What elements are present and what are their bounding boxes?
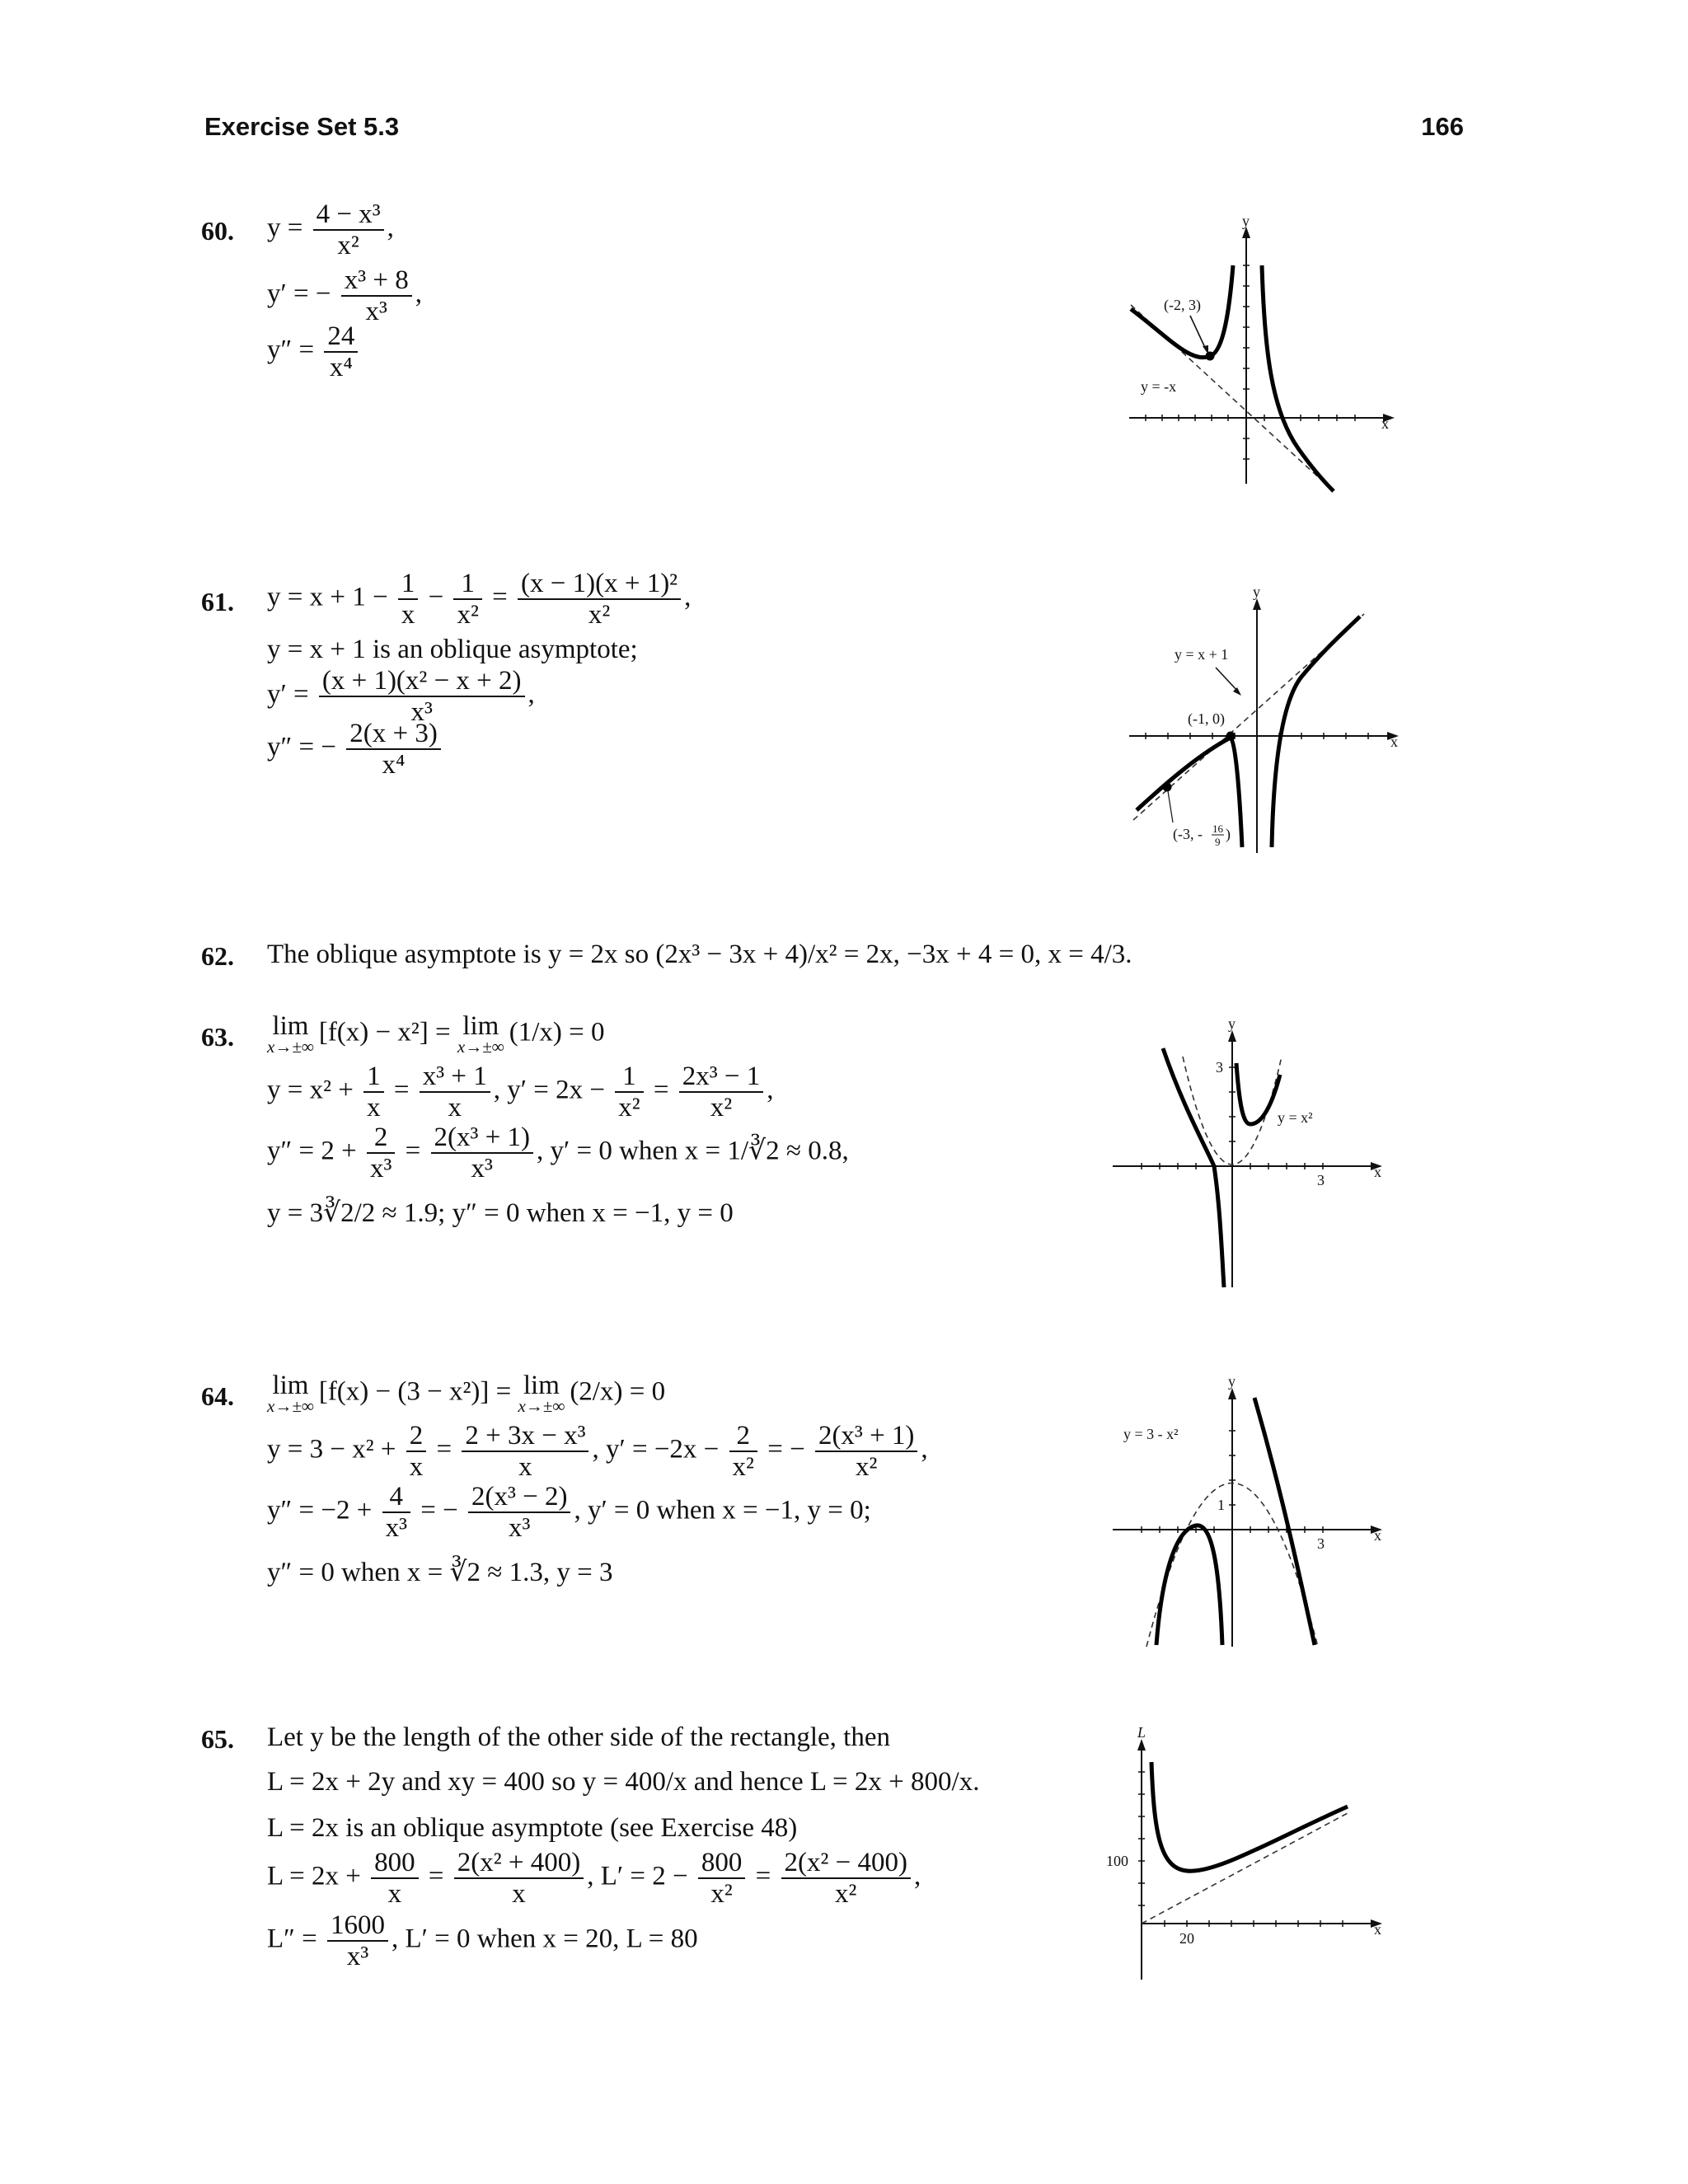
point1-label: (-1, 0): [1188, 710, 1225, 727]
asymptote-leader: [1216, 668, 1239, 692]
curve-left-branch: [1163, 1048, 1224, 1287]
curve-right-branch: [1254, 1398, 1315, 1645]
graph-63: [1109, 1015, 1389, 1296]
y-axis-arrow: [1228, 1388, 1236, 1399]
problem-60-line-2: y′ = − $\frac{\text{x³ + 8}}{\text{x³}}$ ,: [267, 265, 422, 326]
x-axis-label: x: [1374, 1921, 1381, 1938]
point-label: (-2, 3): [1164, 297, 1201, 313]
y-axis-arrow: [1137, 1739, 1146, 1750]
problem-64-line-1: lim x→±∞ [f(x) − (3 − x²)] = lim x→±∞ (2/x) = 0: [267, 1371, 666, 1416]
problem-63-line-4: y = 3∛2/2 ≈ 1.9; y″ = 0 when x = −1, y = 0: [267, 1198, 734, 1228]
problem-62-number: 62.: [201, 941, 234, 971]
x-tick-label: 20: [1179, 1930, 1194, 1947]
svg-text:16: 16: [1212, 823, 1223, 835]
axis-ticks: [1146, 265, 1355, 459]
y-axis-label: L: [1137, 1724, 1146, 1741]
point-leader: [1190, 316, 1207, 351]
problem-60-line-1: y = $\frac{\text{4 − x³}}{\text{x²}}$ ,: [267, 199, 394, 260]
problem-62-text: The oblique asymptote is y = 2x so (2x³ − 3x + 4)/x² = 2x, −3x + 4 = 0, x = 4/3.: [267, 940, 1132, 969]
y-axis-label: y: [1228, 1015, 1236, 1032]
x-axis-label: x: [1374, 1527, 1381, 1544]
svg-text:9: 9: [1215, 836, 1221, 848]
y-axis-arrow: [1253, 598, 1261, 610]
graph-65: [1106, 1724, 1389, 1988]
point2-label: [1173, 823, 1231, 848]
problem-63-line-2: y = x² + $\frac{1}{x}$ = $\frac{\text{x³ + 1}}{x}$ , y′ = 2x − $\frac{1}{\text{x²}}$ = $\frac{\text{2x³ − 1}}{\text{x²}}$ ,: [267, 1062, 774, 1122]
page-header-title: Exercise Set 5.3: [204, 112, 400, 141]
curve-L: [1151, 1762, 1348, 1871]
problem-61-number: 61.: [201, 587, 234, 616]
curve-left-branch: [1156, 1526, 1222, 1645]
graph-61: [1125, 585, 1405, 857]
y-axis-label: y: [1253, 583, 1260, 600]
x-tick-label: 3: [1317, 1172, 1325, 1188]
axis-ticks: [1138, 1772, 1343, 1927]
asymptote-label: y = -x: [1141, 378, 1177, 395]
graph-64: [1109, 1373, 1389, 1653]
problem-65-line-5: L″ = $\frac{1600}{\text{x³}}$ , L′ = 0 when x = 20, L = 80: [267, 1910, 698, 1971]
point-neg1-0: [1226, 732, 1236, 741]
asymptote-label: y = x + 1: [1175, 646, 1229, 663]
y-axis-label: y: [1242, 213, 1250, 229]
problem-65-line-1: Let y be the length of the other side of the rectangle, then: [267, 1722, 890, 1752]
y-tick-label: 3: [1216, 1059, 1223, 1076]
problem-60-line-3: y″ = $\frac{24}{\text{x⁴}}$: [267, 321, 361, 382]
point2-leader: [1168, 791, 1173, 823]
problem-64-number: 64.: [201, 1381, 234, 1411]
problem-64-line-3: y″ = −2 + $\frac{4}{\text{x³}}$ = − $\frac{\text{2(x³ − 2)}}{\text{x³}}$ , y′ = 0 when x = −1, y = 0;: [267, 1482, 871, 1543]
y-axis-label: y: [1228, 1373, 1236, 1390]
problem-60-number: 60.: [201, 216, 234, 246]
problem-63-number: 63.: [201, 1022, 234, 1052]
curve-right-branch: [1236, 1063, 1280, 1124]
problem-61-line-3: y′ = $\frac{\text{(x + 1)(x² − x + 2)}}{\text{x³}}$ ,: [267, 666, 535, 727]
problem-64-line-4: y″ = 0 when x = ∛2 ≈ 1.3, y = 3: [267, 1558, 613, 1587]
problem-61-line-2: y = x + 1 is an oblique asymptote;: [267, 635, 638, 664]
y-tick-label: 1: [1217, 1497, 1225, 1513]
y-axis-arrow: [1228, 1030, 1236, 1042]
problem-61-line-4: y″ = − $\frac{2(x + 3)}{\text{x⁴}}$: [267, 719, 444, 780]
asymptote-L-2x: [1142, 1813, 1348, 1924]
svg-text:): ): [1226, 826, 1231, 842]
problem-65-line-2: L = 2x + 2y and xy = 400 so y = 400/x and hence L = 2x + 800/x.: [267, 1767, 980, 1797]
x-axis-label: x: [1381, 415, 1389, 432]
svg-text:(-3, -: (-3, -: [1173, 826, 1203, 842]
point-neg3: [1163, 783, 1172, 792]
x-axis-label: x: [1374, 1164, 1381, 1180]
curve-right-branch: [1272, 616, 1360, 847]
problem-64-line-2: y = 3 − x² + $\frac{2}{x}$ = $\frac{\text{2 + 3x − x³}}{x}$ , y′ = −2x − $\frac{2}{\text{x²}}$ = − $\frac{\text{2(x³ + 1)}}{\text{x²}}$ ,: [267, 1421, 928, 1482]
x-axis-label: x: [1390, 733, 1398, 750]
problem-65-line-3: L = 2x is an oblique asymptote (see Exercise 48): [267, 1813, 798, 1843]
problem-63-line-1: lim x→±∞ [f(x) − x²] = lim x→±∞ (1/x) = 0: [267, 1011, 605, 1057]
graph-60: [1121, 213, 1401, 493]
problem-63-line-3: y″ = 2 + $\frac{2}{\text{x³}}$ = $\frac{\text{2(x³ + 1)}}{\text{x³}}$ , y′ = 0 when x = 1/∛2 ≈ 0.8,: [267, 1122, 849, 1183]
problem-61-line-1: y = x + 1 − $\frac{1}{x}$ − $\frac{1}{\text{x²}}$ = $\frac{\text{(x − 1)(x + 1)²}}{\text{x²}}$ ,: [267, 569, 692, 630]
asymptote-label: y = x²: [1278, 1109, 1313, 1126]
asymptote-label: y = 3 - x²: [1123, 1426, 1179, 1442]
page-number: 166: [1421, 112, 1464, 141]
curve-right-branch: [1262, 265, 1334, 491]
x-tick-label: 3: [1317, 1535, 1325, 1552]
min-point: [1206, 352, 1215, 361]
problem-65-number: 65.: [201, 1724, 234, 1754]
y-tick-label: 100: [1106, 1853, 1128, 1869]
problem-65-line-4: L = 2x + $\frac{800}{x}$ = $\frac{\text{2(x² + 400)}}{x}$ , L′ = 2 − $\frac{800}{\text{x²}}$ = $\frac{\text{2(x² − 400)}}{\text{x²}}$ ,: [267, 1848, 921, 1909]
